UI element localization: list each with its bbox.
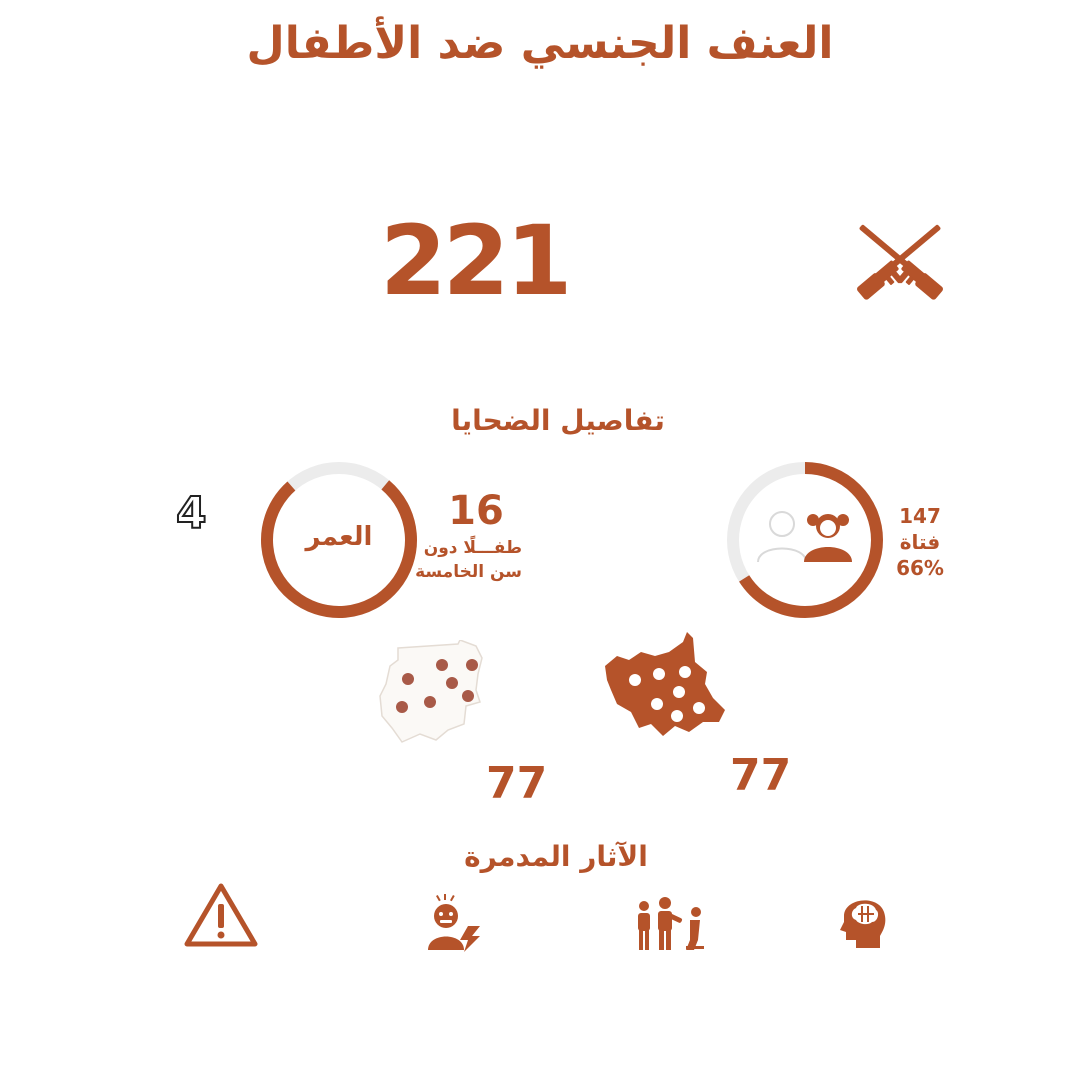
under-five-caption: [410, 536, 522, 584]
crossed-rifles-icon: [845, 212, 955, 312]
total-incidents-count: 221: [380, 205, 569, 317]
sudan-count: 77: [486, 758, 548, 809]
under-five-count: 16: [448, 488, 504, 534]
south-sudan-map-icon: [603, 632, 727, 738]
boy-girl-icon: [752, 508, 854, 564]
warning-icon: [184, 882, 258, 948]
age-ring-label: العمر: [305, 522, 373, 552]
brain-head-icon: [834, 892, 892, 950]
south-sudan-count: 77: [730, 750, 792, 801]
age-outside-value: 4: [176, 488, 207, 539]
effects-heading: الآثار المدمرة: [464, 840, 648, 873]
girls-percent: 66%: [896, 556, 944, 580]
sudan-map-icon: [378, 640, 498, 744]
under-five-line2: سن الخامسة: [415, 562, 522, 582]
girls-stats: [880, 503, 960, 581]
distressed-person-icon: [426, 892, 484, 952]
page-title: العنف الجنسي ضد الأطفال: [246, 18, 834, 69]
family-stress-icon: [636, 896, 706, 952]
girls-count: 147: [899, 504, 941, 528]
victims-heading: تفاصيل الضحايا: [451, 404, 665, 437]
girls-label: فتاة: [899, 530, 941, 554]
under-five-line1: طفـــلًا دون: [423, 538, 522, 558]
